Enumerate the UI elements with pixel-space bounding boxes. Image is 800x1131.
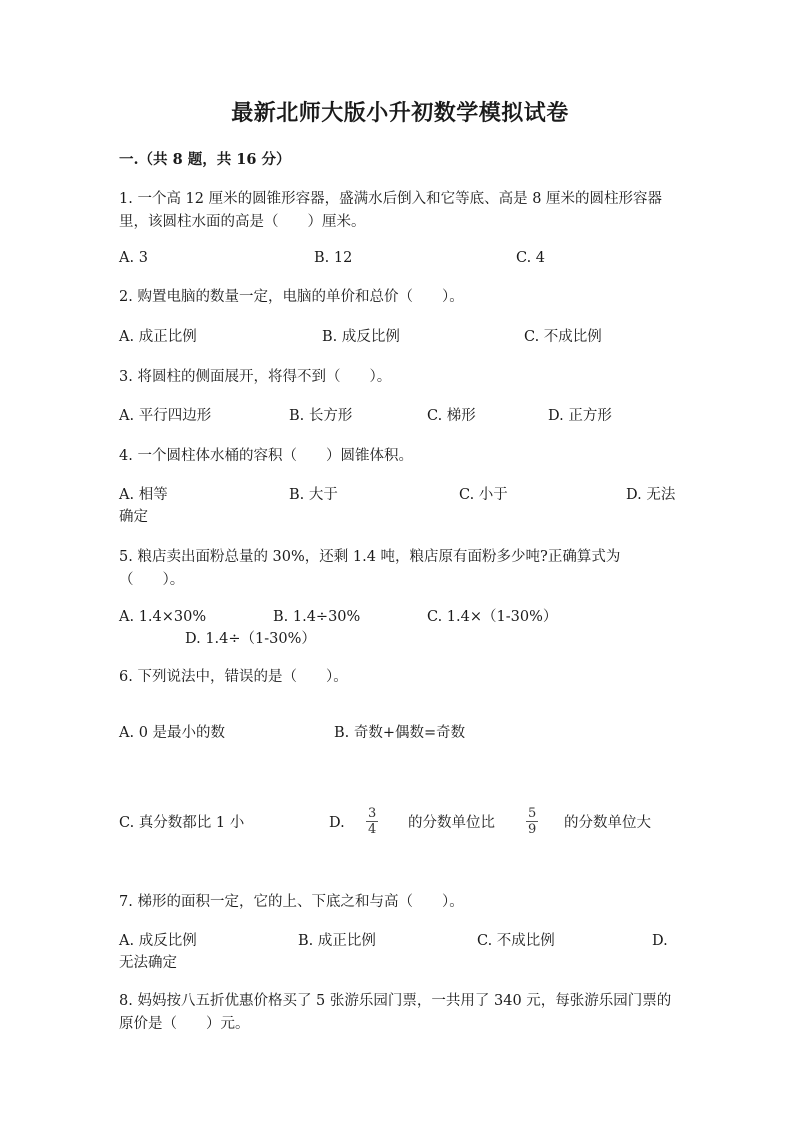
- question-4-option-b: B. 大于: [289, 487, 338, 503]
- question-5-option-c: C. 1.4×（1-30%）: [427, 609, 558, 625]
- question-6-option-b: B. 奇数+偶数=奇数: [334, 725, 466, 741]
- question-7-option-b: B. 成正比例: [298, 933, 376, 949]
- fraction-denominator: 4: [368, 822, 377, 837]
- question-4-option-c: C. 小于: [459, 487, 508, 503]
- question-2-option-b: B. 成反比例: [322, 329, 400, 345]
- question-1-option-b: B. 12: [314, 250, 353, 266]
- question-7-option-a: A. 成反比例: [119, 933, 197, 949]
- question-3-option-a: A. 平行四边形: [119, 408, 212, 424]
- question-5-option-a: A. 1.4×30%: [119, 609, 207, 625]
- question-7-option-d: D.: [652, 933, 668, 949]
- question-4-option-d-continued: 确定: [119, 509, 148, 525]
- question-1-option-a: A. 3: [119, 250, 148, 266]
- question-4-option-a: A. 相等: [119, 487, 168, 503]
- question-7-option-d-continued: 无法确定: [119, 955, 177, 971]
- question-3-option-d: D. 正方形: [548, 408, 612, 424]
- question-stem-6: 6. 下列说法中，错误的是（ ）。: [119, 669, 348, 685]
- question-stem-3: 3. 将圆柱的侧面展开，将得不到（ ）。: [119, 369, 392, 385]
- section-header: 一.（共 8 题，共 16 分）: [119, 151, 291, 168]
- question-stem-8: 8. 妈妈按八五折优惠价格买了 5 张游乐园门票，一共用了 340 元，每张游乐园门票的原价是（ ）元。: [119, 993, 672, 1032]
- question-1-option-c: C. 4: [516, 250, 546, 266]
- question-6-option-d-text: 的分数单位比: [408, 815, 495, 831]
- fraction-three-quarters: [366, 806, 378, 837]
- question-6-option-d-label: D.: [329, 815, 345, 831]
- question-2-option-a: A. 成正比例: [119, 329, 197, 345]
- question-stem-7: 7. 梯形的面积一定，它的上、下底之和与高（ ）。: [119, 894, 464, 910]
- question-2-option-c: C. 不成比例: [524, 329, 602, 345]
- question-6-option-a: A. 0 是最小的数: [119, 725, 226, 741]
- question-7-option-c: C. 不成比例: [477, 933, 555, 949]
- fraction-numerator: 5: [528, 806, 537, 821]
- question-6-option-c: C. 真分数都比 1 小: [119, 815, 245, 831]
- question-3-option-b: B. 长方形: [289, 408, 353, 424]
- fraction-denominator: 9: [528, 822, 537, 837]
- question-stem-5: 5. 粮店卖出面粉总量的 30%，还剩 1.4 吨，粮店原有面粉多少吨?正确算式为（ ）。: [119, 549, 621, 588]
- question-stem-1: 1. 一个高 12 厘米的圆锥形容器，盛满水后倒入和它等底、高是 8 厘米的圆柱形容器里，该圆柱水面的高是（ ）厘米。: [119, 191, 663, 230]
- question-4-option-d: D. 无法: [626, 487, 676, 503]
- question-6-option-d-end: 的分数单位大: [564, 815, 651, 831]
- question-stem-4: 4. 一个圆柱体水桶的容积（ ）圆锥体积。: [119, 448, 413, 464]
- question-stem-2: 2. 购置电脑的数量一定，电脑的单价和总价（ ）。: [119, 289, 464, 305]
- fraction-five-ninths: [526, 806, 538, 837]
- question-5-option-b: B. 1.4÷30%: [273, 609, 361, 625]
- page-title: 最新北师大版小升初数学模拟试卷: [231, 100, 569, 126]
- fraction-numerator: 3: [368, 806, 377, 821]
- question-3-option-c: C. 梯形: [427, 408, 476, 424]
- question-5-option-d: D. 1.4÷（1-30%）: [185, 631, 316, 647]
